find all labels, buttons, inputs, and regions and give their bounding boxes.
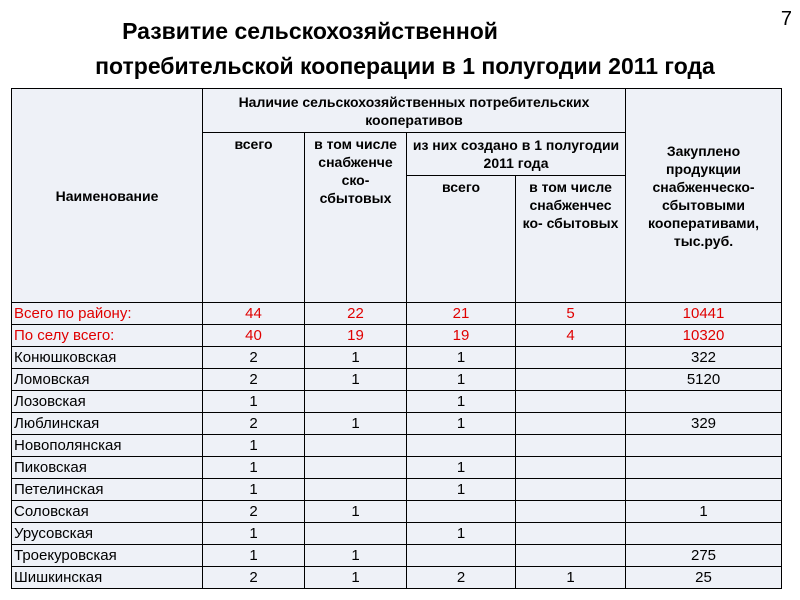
cell-purchased: 275 <box>626 545 782 567</box>
cell-created: 1 <box>407 523 516 545</box>
cell-created-supply <box>516 391 626 413</box>
cell-created-supply <box>516 347 626 369</box>
cell-name: Ломовская <box>12 369 203 391</box>
cell-created-supply <box>516 545 626 567</box>
cell-supply <box>305 435 407 457</box>
cell-created-supply <box>516 479 626 501</box>
page-title <box>0 14 800 84</box>
cell-name: По селу всего: <box>12 325 203 347</box>
cell-created <box>407 545 516 567</box>
cell-created-supply <box>516 435 626 457</box>
cell-created-supply <box>516 501 626 523</box>
cell-supply: 1 <box>305 501 407 523</box>
cell-total: 1 <box>203 391 305 413</box>
cell-total: 2 <box>203 347 305 369</box>
cell-total: 44 <box>203 303 305 325</box>
table-row <box>12 413 782 435</box>
cell-name: Всего по району: <box>12 303 203 325</box>
cell-created: 1 <box>407 369 516 391</box>
cell-name: Новополянская <box>12 435 203 457</box>
table-row <box>12 391 782 413</box>
table-row <box>12 325 782 347</box>
table-row <box>12 457 782 479</box>
cell-supply: 1 <box>305 545 407 567</box>
header-total: всего <box>203 133 305 303</box>
cell-created <box>407 435 516 457</box>
cell-created-supply: 1 <box>516 567 626 589</box>
title-line-1: Развитие сельскохозяйственной <box>122 18 498 44</box>
cell-supply <box>305 479 407 501</box>
cell-total: 2 <box>203 369 305 391</box>
table-row <box>12 303 782 325</box>
cell-total: 2 <box>203 567 305 589</box>
cell-name: Троекуровская <box>12 545 203 567</box>
cell-total: 1 <box>203 523 305 545</box>
header-created-total: всего <box>407 176 516 303</box>
cell-total: 1 <box>203 479 305 501</box>
cell-supply: 1 <box>305 347 407 369</box>
title-line-2: потребительской кооперации в 1 полугодии 2011 года <box>95 53 715 79</box>
header-presence: Наличие сельскохозяйственных потребительских кооперативов <box>203 89 626 133</box>
cell-created-supply <box>516 369 626 391</box>
header-name: Наименование <box>12 89 203 303</box>
cooperatives-table <box>11 88 782 589</box>
cell-created: 21 <box>407 303 516 325</box>
cell-created: 1 <box>407 391 516 413</box>
cell-total: 1 <box>203 457 305 479</box>
table-row <box>12 479 782 501</box>
cell-purchased: 10441 <box>626 303 782 325</box>
cell-total: 2 <box>203 501 305 523</box>
cell-name: Петелинская <box>12 479 203 501</box>
cell-purchased <box>626 391 782 413</box>
table-row <box>12 567 782 589</box>
cell-total: 1 <box>203 545 305 567</box>
table-row <box>12 523 782 545</box>
cell-supply <box>305 523 407 545</box>
cell-name: Конюшковская <box>12 347 203 369</box>
cell-name: Урусовская <box>12 523 203 545</box>
table-row <box>12 501 782 523</box>
cell-created: 2 <box>407 567 516 589</box>
cell-purchased: 1 <box>626 501 782 523</box>
table-row <box>12 435 782 457</box>
cell-supply: 22 <box>305 303 407 325</box>
cell-supply: 1 <box>305 369 407 391</box>
cell-name: Люблинская <box>12 413 203 435</box>
header-created: из них создано в 1 полугодии 2011 года <box>407 133 626 176</box>
cell-created <box>407 501 516 523</box>
cell-name: Шишкинская <box>12 567 203 589</box>
table-row <box>12 369 782 391</box>
cell-purchased: 10320 <box>626 325 782 347</box>
cell-name: Соловская <box>12 501 203 523</box>
cell-total: 2 <box>203 413 305 435</box>
cell-total: 1 <box>203 435 305 457</box>
cell-supply: 1 <box>305 413 407 435</box>
cell-supply <box>305 391 407 413</box>
cell-purchased: 25 <box>626 567 782 589</box>
cell-created: 1 <box>407 347 516 369</box>
cell-supply <box>305 457 407 479</box>
cell-created-supply <box>516 457 626 479</box>
header-incl-supply: в том числе снабженче ско- сбытовых <box>305 133 407 303</box>
cell-purchased <box>626 479 782 501</box>
table-row <box>12 545 782 567</box>
cell-created-supply: 5 <box>516 303 626 325</box>
cell-name: Пиковская <box>12 457 203 479</box>
cell-purchased <box>626 435 782 457</box>
header-purchased: Закуплено продукции снабженческо-сбытовыми кооперативами, тыс.руб. <box>626 89 782 303</box>
cell-purchased: 5120 <box>626 369 782 391</box>
cell-purchased: 322 <box>626 347 782 369</box>
cell-purchased <box>626 523 782 545</box>
table-row <box>12 347 782 369</box>
cell-created: 1 <box>407 479 516 501</box>
cell-name: Лозовская <box>12 391 203 413</box>
cell-supply: 1 <box>305 567 407 589</box>
cell-created-supply <box>516 523 626 545</box>
page-number: 7 <box>780 8 792 30</box>
cell-created: 19 <box>407 325 516 347</box>
cell-purchased <box>626 457 782 479</box>
cell-supply: 19 <box>305 325 407 347</box>
cell-created: 1 <box>407 413 516 435</box>
cell-total: 40 <box>203 325 305 347</box>
header-created-incl: в том числе снабженчес ко- сбытовых <box>516 176 626 303</box>
cell-purchased: 329 <box>626 413 782 435</box>
cell-created: 1 <box>407 457 516 479</box>
cell-created-supply: 4 <box>516 325 626 347</box>
cell-created-supply <box>516 413 626 435</box>
